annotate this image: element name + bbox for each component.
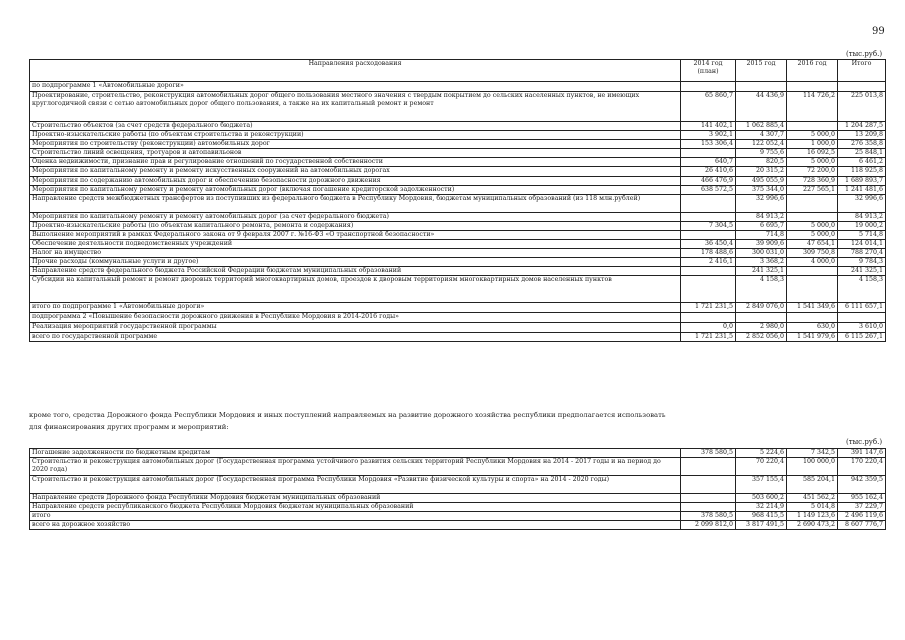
cell-2015: 20 315,2 [736, 167, 787, 176]
cell-2014: 65 860,7 [681, 92, 736, 122]
cell-direction: Строительство и реконструкция автомобильных дорог (Государственная программа Республики Мордовия «Развитие физической культуры и спорта» на 2014 - 2020 годы) [30, 476, 681, 494]
cell-direction: по подпрограмме 1 «Автомобильные дороги» [30, 82, 681, 92]
header-2014: 2014 год (план) [681, 60, 736, 82]
note-text [29, 409, 889, 433]
cell-total: 32 996,6 [838, 194, 886, 212]
cell-2016 [787, 194, 838, 212]
cell-2014: 2 416,1 [681, 258, 736, 267]
cell-2015: 6 695,7 [736, 221, 787, 230]
table-row [30, 313, 886, 323]
cell-2014 [681, 503, 736, 512]
cell-2016: 630,0 [787, 323, 838, 332]
cell-direction: Мероприятия по содержанию автомобильных дорог и обеспечению безопасности дорожного движения [30, 176, 681, 185]
cell-2016 [787, 276, 838, 303]
cell-direction: подпрограмма 2 «Повышение безопасности дорожного движения в Республике Мордовия в 2014-2016 годы» [30, 313, 681, 323]
cell-2015: 4 307,7 [736, 131, 787, 140]
cell-direction: Направление средств федерального бюджета Российской Федерации бюджетам муниципальных образований [30, 267, 681, 276]
table-row [30, 458, 886, 476]
header-direction: Направления расходования [30, 60, 681, 82]
cell-2014 [681, 230, 736, 239]
table-row [30, 230, 886, 239]
cell-2014: 640,7 [681, 158, 736, 167]
cell-total: 5 714,8 [838, 230, 886, 239]
cell-direction: Мероприятия по капитальному ремонту и ремонту искусственных сооружений на автомобильных дорогах [30, 167, 681, 176]
cell-2015: 2 852 056,0 [736, 332, 787, 341]
cell-direction: Выполнение мероприятий в рамках Федерального закона от 9 февраля 2007 г. №16-ФЗ «О транспортной безопасности» [30, 230, 681, 239]
cell-2015: 122 052,4 [736, 140, 787, 149]
cell-2014: 378 580,5 [681, 512, 736, 521]
table-row [30, 131, 886, 140]
cell-2016: 451 562,2 [787, 494, 838, 503]
cell-2015: 32 996,6 [736, 194, 787, 212]
cell-2016: 7 342,5 [787, 449, 838, 458]
cell-2016: 2 690 473,2 [787, 521, 838, 530]
table-row [30, 323, 886, 332]
table-row [30, 449, 886, 458]
cell-2014 [681, 194, 736, 212]
cell-2015: 2 849 076,0 [736, 303, 787, 313]
cell-2014: 638 572,5 [681, 185, 736, 194]
table-row [30, 249, 886, 258]
cell-2014: 0,0 [681, 323, 736, 332]
cell-2016: 1 000,0 [787, 140, 838, 149]
cell-2014 [681, 276, 736, 303]
table-row [30, 82, 886, 92]
cell-direction: Субсидии на капитальный ремонт и ремонт дворовых территорий многоквартирных домов, проездов к дворовым территориям многоквартирных домов населенных пунктов [30, 276, 681, 303]
cell-2014: 1 721 231,5 [681, 332, 736, 341]
cell-2015: 1 062 885,4 [736, 122, 787, 131]
cell-2016: 4 000,0 [787, 258, 838, 267]
table-row [30, 194, 886, 212]
cell-2015: 241 325,1 [736, 267, 787, 276]
table-row [30, 149, 886, 158]
cell-2016 [787, 313, 838, 323]
cell-2015: 84 913,2 [736, 212, 787, 221]
expenses-table [29, 59, 886, 342]
cell-total: 84 913,2 [838, 212, 886, 221]
cell-2015 [736, 82, 787, 92]
cell-2015: 44 436,9 [736, 92, 787, 122]
cell-total: 4 158,3 [838, 276, 886, 303]
cell-2016 [787, 267, 838, 276]
cell-2014: 36 450,4 [681, 240, 736, 249]
table-row [30, 503, 886, 512]
table-row [30, 221, 886, 230]
cell-2016: 5 014,8 [787, 503, 838, 512]
table-row [30, 512, 886, 521]
cell-2016: 227 565,1 [787, 185, 838, 194]
cell-2016: 72 200,0 [787, 167, 838, 176]
cell-total: 241 325,1 [838, 267, 886, 276]
cell-2015: 968 415,5 [736, 512, 787, 521]
table-row [30, 140, 886, 149]
cell-2015: 357 155,4 [736, 476, 787, 494]
cell-2016: 5 000,0 [787, 221, 838, 230]
cell-total: 1 241 481,6 [838, 185, 886, 194]
cell-total: 276 358,8 [838, 140, 886, 149]
cell-total: 8 607 776,7 [838, 521, 886, 530]
cell-2016 [787, 82, 838, 92]
header-total: Итого [838, 60, 886, 82]
cell-2014: 7 304,5 [681, 221, 736, 230]
table-row [30, 122, 886, 131]
cell-total: 942 359,5 [838, 476, 886, 494]
cell-direction: Направление средств Дорожного фонда Республики Мордовия бюджетам муниципальных образований [30, 494, 681, 503]
cell-direction: Направление средств республиканского бюджета Республики Мордовия бюджетам муниципальных образований [30, 503, 681, 512]
table-row [30, 258, 886, 267]
cell-direction: Направление средств межбюджетных трансфертов из поступивших из федерального бюджета в Республику Мордовия, бюджетам муниципальных образований (из 118 млн.рублей) [30, 194, 681, 212]
cell-2015: 4 158,3 [736, 276, 787, 303]
cell-2015 [736, 313, 787, 323]
cell-2014 [681, 476, 736, 494]
page-number: 99 [872, 26, 885, 37]
cell-2014: 3 902,1 [681, 131, 736, 140]
cell-direction: Оценка недвижимости, признание прав и регулирование отношений по государственной собственности [30, 158, 681, 167]
header-2015: 2015 год [736, 60, 787, 82]
cell-direction: Строительство объектов (за счет средств федерального бюджета) [30, 122, 681, 131]
cell-2015: 5 224,6 [736, 449, 787, 458]
other-programs-table [29, 448, 886, 530]
cell-direction: Мероприятия по строительству (реконструкции) автомобильных дорог [30, 140, 681, 149]
cell-2016: 1 541 349,6 [787, 303, 838, 313]
cell-2014: 1 721 231,5 [681, 303, 736, 313]
note-line-1: кроме того, средства Дорожного фонда Республики Мордовия и иных поступлений направляемых на развитие дорожного хозяйства республики предполагается использовать [29, 411, 666, 419]
cell-direction: Мероприятия по капитальному ремонту и ремонту автомобильных дорог (включая погашение кредиторской задолженности) [30, 185, 681, 194]
cell-total: 9 784,3 [838, 258, 886, 267]
cell-direction: итого [30, 512, 681, 521]
cell-total: 37 229,7 [838, 503, 886, 512]
cell-total [838, 313, 886, 323]
cell-total: 2 496 119,6 [838, 512, 886, 521]
cell-2014 [681, 313, 736, 323]
cell-total: 25 848,1 [838, 149, 886, 158]
cell-total: 6 461,2 [838, 158, 886, 167]
cell-direction: Реализация мероприятий государственной программы [30, 323, 681, 332]
note-line-2: для финансирования других программ и мероприятий: [29, 423, 229, 431]
header-2016: 2016 год [787, 60, 838, 82]
cell-total: 3 610,0 [838, 323, 886, 332]
cell-total: 6 111 657,1 [838, 303, 886, 313]
cell-2014 [681, 149, 736, 158]
table-row [30, 303, 886, 313]
cell-total: 955 162,4 [838, 494, 886, 503]
cell-2014: 466 476,9 [681, 176, 736, 185]
cell-2016: 114 726,2 [787, 92, 838, 122]
cell-2015: 2 980,0 [736, 323, 787, 332]
cell-2015: 495 055,9 [736, 176, 787, 185]
cell-2014 [681, 267, 736, 276]
cell-2015: 9 755,6 [736, 149, 787, 158]
unit-label-bottom: (тыс.руб.) [846, 438, 883, 446]
cell-2014: 141 402,1 [681, 122, 736, 131]
cell-2016: 47 654,1 [787, 240, 838, 249]
cell-direction: итого по подпрограмме 1 «Автомобильные дороги» [30, 303, 681, 313]
cell-total [838, 82, 886, 92]
cell-total: 1 204 287,5 [838, 122, 886, 131]
cell-direction: всего по государственной программе [30, 332, 681, 341]
cell-2014: 153 306,4 [681, 140, 736, 149]
cell-total: 1 689 893,7 [838, 176, 886, 185]
cell-2014: 2 099 812,0 [681, 521, 736, 530]
cell-2014 [681, 458, 736, 476]
cell-direction: Проектно-изыскательские работы (по объектам капитального ремонта, ремонта и содержания) [30, 221, 681, 230]
cell-2015: 714,8 [736, 230, 787, 239]
cell-2016: 100 000,0 [787, 458, 838, 476]
cell-2014 [681, 82, 736, 92]
cell-total: 124 014,1 [838, 240, 886, 249]
cell-2015: 39 909,6 [736, 240, 787, 249]
cell-total: 788 270,4 [838, 249, 886, 258]
table-row [30, 212, 886, 221]
cell-2016: 309 750,8 [787, 249, 838, 258]
table-row [30, 240, 886, 249]
table-row [30, 332, 886, 341]
cell-2016 [787, 212, 838, 221]
table-row [30, 158, 886, 167]
table-row [30, 167, 886, 176]
cell-2014 [681, 212, 736, 221]
cell-total: 118 925,8 [838, 167, 886, 176]
cell-total: 19 000,2 [838, 221, 886, 230]
cell-2015: 70 220,4 [736, 458, 787, 476]
table-row [30, 185, 886, 194]
cell-total: 6 115 267,1 [838, 332, 886, 341]
cell-total: 225 013,8 [838, 92, 886, 122]
cell-direction: Строительство и реконструкция автомобильных дорог (Государственная программа устойчивого развития сельских территорий Республики Мордовия на 2014 - 2017 годы и на период до 2020 года) [30, 458, 681, 476]
cell-direction: Обеспечение деятельности подведомственных учреждений [30, 240, 681, 249]
cell-2016: 5 000,0 [787, 230, 838, 239]
cell-2015: 300 031,0 [736, 249, 787, 258]
cell-2016: 728 360,9 [787, 176, 838, 185]
cell-2015: 503 600,2 [736, 494, 787, 503]
table-row [30, 176, 886, 185]
cell-2014: 178 488,6 [681, 249, 736, 258]
cell-2016: 5 000,0 [787, 158, 838, 167]
table-row [30, 521, 886, 530]
cell-2015: 3 817 491,5 [736, 521, 787, 530]
table-row [30, 494, 886, 503]
cell-2015: 3 368,2 [736, 258, 787, 267]
unit-label-top: (тыс.руб.) [846, 50, 883, 58]
cell-total: 391 147,6 [838, 449, 886, 458]
cell-2016: 5 000,0 [787, 131, 838, 140]
cell-direction: Мероприятия по капитальному ремонту и ремонту автомобильных дорог (за счет федерального бюджета) [30, 212, 681, 221]
cell-2015: 32 214,9 [736, 503, 787, 512]
table-row [30, 476, 886, 494]
cell-2016: 16 092,5 [787, 149, 838, 158]
cell-direction: Проектирование, строительство, реконструкция автомобильных дорог общего пользования местного значения с твердым покрытием до сельских населенных пунктов, не имеющих круглогодичной связи с сетью автомобильных дорог общего пользования, а также на их капитальный ремонт и ремонт [30, 92, 681, 122]
cell-direction: Налог на имущество [30, 249, 681, 258]
cell-2015: 375 344,0 [736, 185, 787, 194]
cell-total: 170 220,4 [838, 458, 886, 476]
cell-direction: всего на дорожное хозяйство [30, 521, 681, 530]
cell-2014 [681, 494, 736, 503]
cell-direction: Погашение задолженности по бюджетным кредитам [30, 449, 681, 458]
table-row [30, 92, 886, 122]
cell-direction: Строительство линий освещения, тротуаров и автопавильонов [30, 149, 681, 158]
cell-2016 [787, 122, 838, 131]
cell-2015: 820,5 [736, 158, 787, 167]
cell-direction: Проектно-изыскательские работы (по объектам строительства и реконструкции) [30, 131, 681, 140]
cell-2016: 1 541 979,6 [787, 332, 838, 341]
table-header-row [30, 60, 886, 82]
cell-2016: 585 204,1 [787, 476, 838, 494]
table-row [30, 267, 886, 276]
cell-direction: Прочие расходы (коммунальные услуги и другое) [30, 258, 681, 267]
cell-2014: 378 580,5 [681, 449, 736, 458]
cell-2014: 26 410,6 [681, 167, 736, 176]
cell-total: 13 209,8 [838, 131, 886, 140]
cell-2016: 1 149 123,6 [787, 512, 838, 521]
table-row [30, 276, 886, 303]
